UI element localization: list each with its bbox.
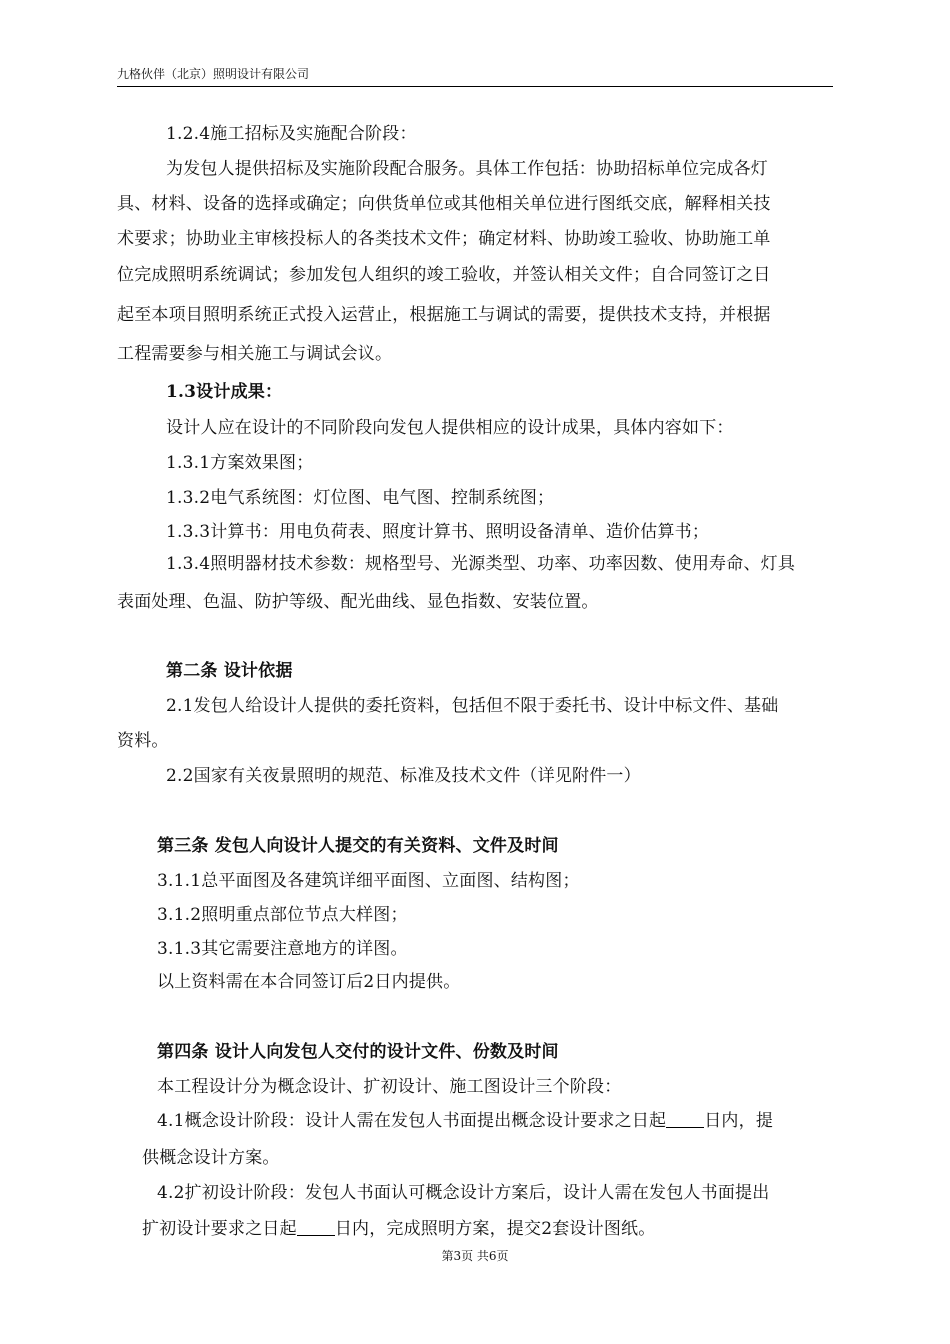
- section-1-3-heading: 1.3设计成果：: [166, 382, 283, 402]
- paragraph-line: 供概念设计方案。: [142, 1148, 280, 1168]
- text-segment: 日内，提: [704, 1111, 774, 1131]
- paragraph-line: 位完成照明系统调试；参加发包人组织的竣工验收，并签认相关文件；自合同签订之日: [117, 265, 771, 285]
- page-number: 第3页 共6页: [441, 1249, 509, 1263]
- list-item: 1.3.1方案效果图；: [166, 453, 314, 473]
- paragraph-line: 2.1发包人给设计人提供的委托资料，包括但不限于委托书、设计中标文件、基础: [166, 696, 779, 716]
- fill-in-blank: [666, 1111, 704, 1128]
- article-2-heading: 第二条 设计依据: [166, 661, 293, 681]
- list-item: 1.3.2电气系统图：灯位图、电气图、控制系统图；: [166, 488, 555, 508]
- paragraph-line: 起至本项目照明系统正式投入运营止，根据施工与调试的需要，提供技术支持，并根据: [117, 305, 771, 325]
- page-header: [117, 66, 833, 87]
- text-segment: 4.1概念设计阶段：设计人需在发包人书面提出概念设计要求之日起: [157, 1111, 667, 1131]
- paragraph-line: 以上资料需在本合同签订后2日内提供。: [157, 972, 461, 992]
- paragraph-line: [157, 1110, 773, 1132]
- article-3-heading: 第三条 发包人向设计人提交的有关资料、文件及时间: [157, 836, 559, 856]
- paragraph-line: 为发包人提供招标及实施阶段配合服务。具体工作包括：协助招标单位完成各灯: [166, 159, 768, 179]
- paragraph-line: 资料。: [117, 731, 169, 751]
- text-segment: 日内，完成照明方案，提交2套设计图纸。: [334, 1219, 656, 1239]
- paragraph-line: 术要求；协助业主审核投标人的各类技术文件；确定材料、协助竣工验收、协助施工单: [117, 229, 771, 249]
- paragraph-line: 表面处理、色温、防护等级、配光曲线、显色指数、安装位置。: [117, 592, 599, 612]
- section-1-2-4-heading: 1.2.4施工招标及实施配合阶段：: [166, 124, 417, 144]
- paragraph-line: 本工程设计分为概念设计、扩初设计、施工图设计三个阶段：: [157, 1077, 622, 1097]
- paragraph-line: 2.2国家有关夜景照明的规范、标准及技术文件（详见附件一）: [166, 766, 641, 786]
- paragraph-line: 设计人应在设计的不同阶段向发包人提供相应的设计成果，具体内容如下：: [166, 418, 734, 438]
- list-item: 1.3.3计算书：用电负荷表、照度计算书、照明设备清单、造价估算书；: [166, 522, 710, 542]
- fill-in-blank: [297, 1219, 335, 1236]
- text-segment: 扩初设计要求之日起: [142, 1219, 297, 1239]
- paragraph-line: 4.2扩初设计阶段：发包人书面认可概念设计方案后，设计人需在发包人书面提出: [157, 1183, 770, 1203]
- article-4-heading: 第四条 设计人向发包人交付的设计文件、份数及时间: [157, 1042, 559, 1062]
- list-item: 3.1.3其它需要注意地方的详图。: [157, 939, 408, 959]
- company-name: 九格伙伴（北京）照明设计有限公司: [117, 67, 310, 81]
- paragraph-line: [142, 1218, 655, 1240]
- list-item: 3.1.2照明重点部位节点大样图；: [157, 905, 408, 925]
- list-item: 3.1.1总平面图及各建筑详细平面图、立面图、结构图；: [157, 871, 580, 891]
- paragraph-line: 具、材料、设备的选择或确定；向供货单位或其他相关单位进行图纸交底，解释相关技: [117, 194, 771, 214]
- page-footer: [0, 1248, 950, 1264]
- list-item: 1.3.4照明器材技术参数：规格型号、光源类型、功率、功率因数、使用寿命、灯具: [166, 554, 796, 574]
- paragraph-line: 工程需要参与相关施工与调试会议。: [117, 344, 393, 364]
